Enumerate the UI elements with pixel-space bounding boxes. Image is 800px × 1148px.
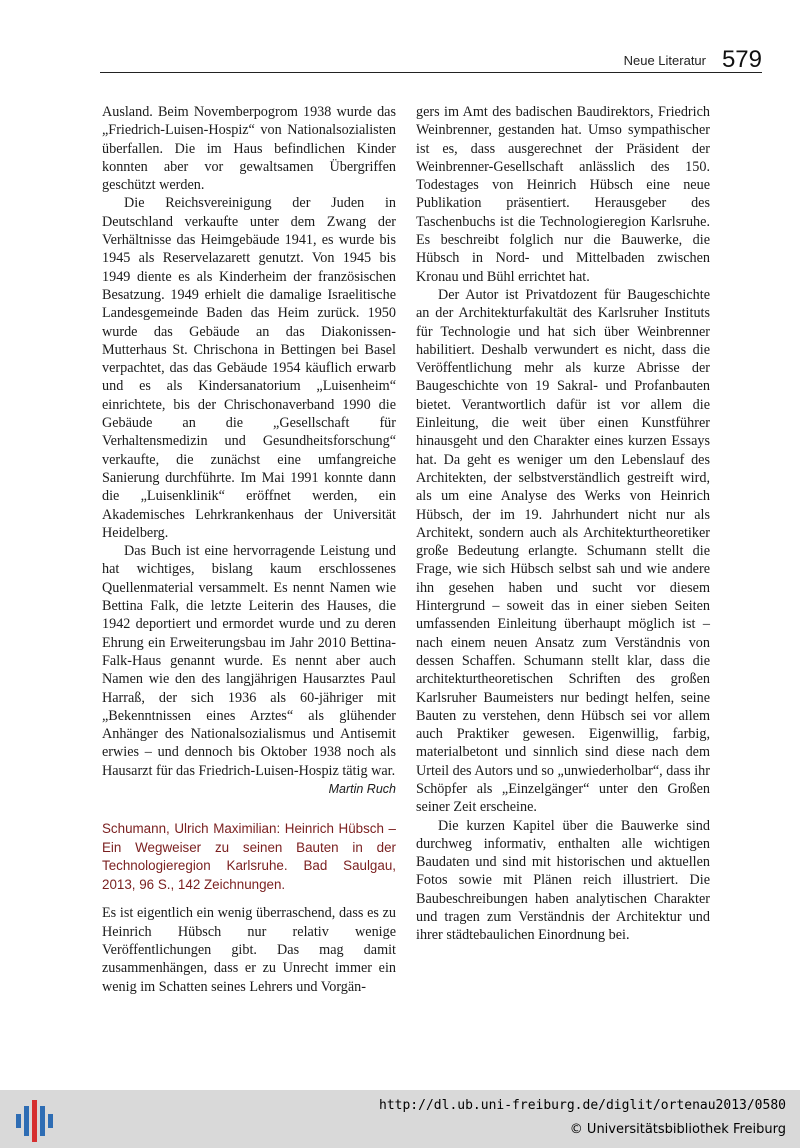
paragraph: gers im Amt des badischen Baudirektors, Friedrich Weinbrenner, gestanden hat. Umso sympathischer ist es, dass ausgerechnet der Präsident der Weinbrenner-Gesellschaft anlässlich des 150. Todestages von Heinrich Hübsch eine neue Publikation präsentiert. Herausgeber des Taschenbuchs ist die Technologieregion Karlsruhe. Es beschreibt folglich nur die Bauwerke, die Hübsch in Nord- und Mittelbaden zwischen Kronau und Bühl errichtet hat. <box>416 104 710 285</box>
footer-bar <box>0 1090 800 1148</box>
copyright-notice: © Universitätsbibliothek Freiburg <box>569 1122 786 1137</box>
source-url-link[interactable]: http://dl.ub.uni-freiburg.de/diglit/ortenau2013/0580 <box>379 1098 786 1113</box>
paragraph-text: Das Buch ist eine hervorragende Leistung und hat wichtiges, bislang kaum erschlossenes Quellenmaterial versammelt. Es nennt Namen wie Bettina Falk, die letzte Leiterin des Hauses, die 1942 deportiert und ermordet wurde und zu deren Ehrung ein Erweiterungsbau im Jahr 2010 Bettina-Falk-Haus genannt wurde. Es nennt aber auch Namen wie den des langjährigen Hausarztes Paul Harraß, der sich 1936 als 60-jähriger mit „Bekenntnissen eines Arztes“ als glühender Anhänger des Nationalsozialismus und Antisemit erwies – und dennoch bis Oktober 1938 noch als Hausarzt für das Friedrich-Luisen-Hospiz tätig war. <box>102 543 396 779</box>
paragraph: Der Autor ist Privatdozent für Baugeschichte an der Architekturfakultät des Karlsruher Instituts für Technologie und hat sich über Weinbrenner habilitiert. Deshalb verwundert es nicht, dass die Veröffentlichung mehr als kurze Abrisse der Baugeschichte von 19 Sakral- und Profanbauten bietet. Verantwortlich dafür ist vor allem die Einleitung, die weit über einen Kunstführer hinausgeht und den Charakter eines kurzen Essays hat. Da geht es weniger um den Lebenslauf des Architekten, der selbstverständlich gestreift wird, als um eine Analyse des Werks von Heinrich Hübsch, der im 19. Jahrhundert nicht nur als Architekt, sondern auch als Architekturtheoretiker große Bedeutung erlangte. Schumann stellt die Frage, wie sich Hübsch selbst sah und wie andere ihn gesehen haben und sucht vor diesem Hintergrund – soweit das in einer sieben Seiten umfassenden Einleitung überhaupt möglich ist – nach einem neuen Ansatz zum Verständnis von dessen Schaffen. Schumann stellt klar, dass die architekturtheoretischen Schriften des großen Karlsruher Baumeisters nur bedingt helfen, seine Bauten zu verstehen, denn Hübsch sei vor allem auch Praktiker gewesen. Eigenwillig, farbig, materialbetont und sinnlich sind diese nach dem Urteil des Autors und so „unwiederholbar“, dass ihr Schöpfer als „Einzelgänger“ unter den Großen seiner Zeit erscheine. <box>416 286 710 816</box>
paragraph: Die Reichsvereinigung der Juden in Deutschland verkaufte unter dem Zwang der Verhältnisse das Heimgebäude 1941, es wurde bis 1945 als Reservelazarett genutzt. Von 1945 bis 1949 diente es als Kinderheim der französischen Besatzung. 1949 erhielt die damalige Israelitische Landesgemeinde Baden das Heim zurück. 1950 wurde das Gebäude an das Diakonissen-Mutterhaus St. Chrischona in Bettingen bei Basel verpachtet, das das Gebäude 1954 käuflich erwarb und es als Kindersanatorium „Luisenheim“ einrichtete, bis der Chrischonaverband 1990 die Gebäude an die „Gesellschaft für Verhaltensmedizin und Gesundheitsforschung“ verkaufte, die zunächst eine umfangreiche Sanierung durchführte. Im Mai 1991 konnte dann die „Luisenklinik“ eröffnet werden, ein Akademisches Lehrkrankenhaus der Universität Heidelberg. <box>102 195 396 541</box>
review-book-heading: Schumann, Ulrich Maximilian: Heinrich Hübsch – Ein Wegweiser zu seinen Bauten in der Technologieregion Karlsruhe. Bad Saulgau, 2013, 96 S., 142 Zeichnungen. <box>102 820 396 892</box>
page-number: 579 <box>721 46 762 73</box>
ub-freiburg-logo-icon <box>14 1100 54 1142</box>
paragraph: Die kurzen Kapitel über die Bauwerke sind durchweg informativ, enthalten alle wichtigen Baudaten und sind mit historischen und aktuellen Fotos sowie mit Plänen reich illustriert. Die Baubeschreibungen haben analytischen Charakter und tragen zum Verständnis der Architektur und ihrer städtebaulichen Einordnung bei. <box>416 817 710 944</box>
running-head <box>100 46 762 73</box>
left-column <box>102 103 396 996</box>
paragraph: Ausland. Beim Novemberpogrom 1938 wurde das „Friedrich-Luisen-Hospiz“ von Nationalsozialisten überfallen. Die im Haus befindlichen Kinder konnten aber vor gewaltsamen Übergriffen geschützt werden. <box>102 104 396 194</box>
right-column <box>416 103 710 945</box>
paragraph <box>102 542 396 796</box>
section-title: Neue Literatur <box>623 53 706 68</box>
paragraph: Es ist eigentlich ein wenig überraschend, dass es zu Heinrich Hübsch nur relativ wenige Veröffentlichungen gibt. Das mag damit zusammenhängen, dass er zu Unrecht immer ein wenig im Schatten seines Lehrers und Vorgän- <box>102 905 396 995</box>
review-author-signature: Martin Ruch <box>328 781 396 796</box>
